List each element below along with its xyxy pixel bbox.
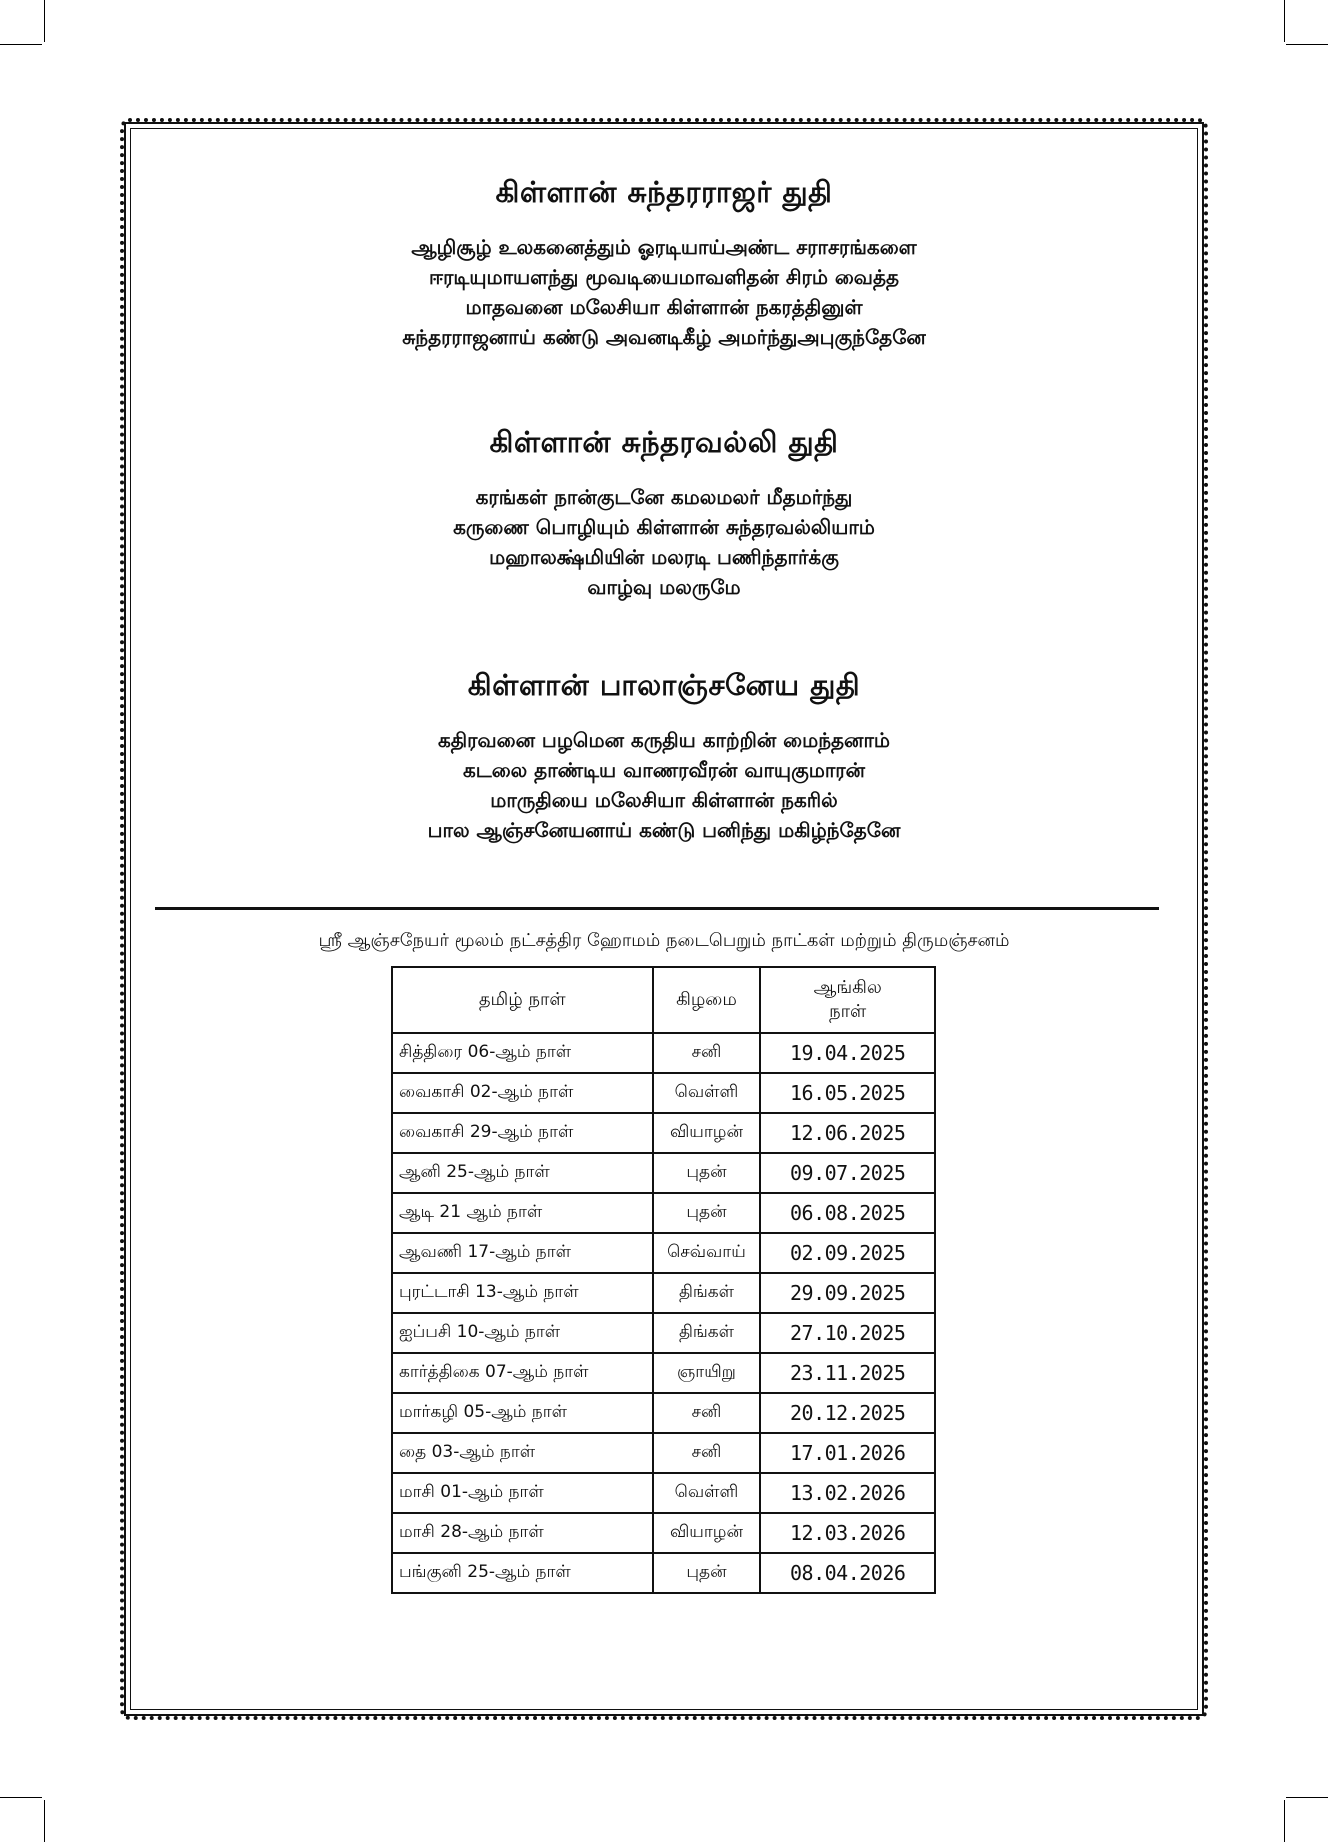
weekday-cell: சனி (653, 1393, 761, 1433)
verse-line: ஈரடியுமாயளந்து மூவடியைமாவளிதன் சிரம் வைத்த (428, 265, 899, 289)
crop-mark (1284, 1800, 1285, 1842)
verse-line: பால ஆஞ்சனேயனாய் கண்டு பனிந்து மகிழ்ந்தேனே (427, 818, 901, 842)
verse-line: மஹாலக்ஷ்மியின் மலரடி பணிந்தார்க்கு (489, 545, 839, 569)
date-cell: 09.07.2025 (760, 1153, 935, 1193)
date-cell: 20.12.2025 (760, 1393, 935, 1433)
date-cell: 12.06.2025 (760, 1113, 935, 1153)
tamil-day-cell: வைகாசி 29-ஆம் நாள் (392, 1113, 653, 1153)
verse-line: கரங்கள் நான்குடனே கமலமலர் மீதமர்ந்து (475, 485, 853, 509)
tamil-day-cell: மாசி 01-ஆம் நாள் (392, 1473, 653, 1513)
section-divider (155, 907, 1159, 910)
crop-mark (0, 1797, 42, 1798)
tamil-day-cell: கார்த்திகை 07-ஆம் நாள் (392, 1353, 653, 1393)
stanza-heading: கிள்ளான் பாலாஞ்சனேய துதி (467, 668, 861, 702)
date-cell: 27.10.2025 (760, 1313, 935, 1353)
column-header-english-date-line: நாள் (829, 1001, 867, 1022)
table-row (392, 1513, 935, 1553)
date-cell: 16.05.2025 (760, 1073, 935, 1113)
date-cell: 06.08.2025 (760, 1193, 935, 1233)
date-cell: 17.01.2026 (760, 1433, 935, 1473)
column-header-tamil-day: தமிழ் நாள் (392, 967, 653, 1033)
crop-mark (1284, 0, 1285, 42)
table-row (392, 1193, 935, 1233)
stanza-verse (140, 725, 1188, 845)
table-row (392, 1353, 935, 1393)
verse-line: வாழ்வு மலருமே (587, 575, 741, 599)
crop-mark (0, 44, 42, 45)
stanza-balanjaneya (140, 665, 1188, 845)
stanza-verse (140, 482, 1188, 602)
tamil-day-cell: மார்கழி 05-ஆம் நாள் (392, 1393, 653, 1433)
weekday-cell: வெள்ளி (653, 1473, 761, 1513)
table-caption: ஸ்ரீ ஆஞ்சநேயர் மூலம் நட்சத்திர ஹோமம் நடைபெறும் நாட்கள் மற்றும் திருமஞ்சனம் (318, 930, 1010, 951)
table-row (392, 1473, 935, 1513)
table-row (392, 1553, 935, 1593)
weekday-cell: திங்கள் (653, 1313, 761, 1353)
tamil-day-cell: ஆவணி 17-ஆம் நாள் (392, 1233, 653, 1273)
column-header-english-date (760, 967, 935, 1033)
verse-line: மாருதியை மலேசியா கிள்ளான் நகரில் (490, 788, 838, 812)
stanza-heading: கிள்ளான் சுந்தரராஜர் துதி (495, 175, 833, 209)
date-cell: 23.11.2025 (760, 1353, 935, 1393)
date-cell: 29.09.2025 (760, 1273, 935, 1313)
table-row (392, 1393, 935, 1433)
weekday-cell: சனி (653, 1033, 761, 1073)
tamil-day-cell: தை 03-ஆம் நாள் (392, 1433, 653, 1473)
table-row (392, 1313, 935, 1353)
weekday-cell: புதன் (653, 1553, 761, 1593)
tamil-day-cell: மாசி 28-ஆம் நாள் (392, 1513, 653, 1553)
stanza-verse (140, 232, 1188, 352)
date-cell: 02.09.2025 (760, 1233, 935, 1273)
date-cell: 08.04.2026 (760, 1553, 935, 1593)
verse-line: கடலை தாண்டிய வாணரவீரன் வாயுகுமாரன் (462, 758, 866, 782)
tamil-day-cell: புரட்டாசி 13-ஆம் நாள் (392, 1273, 653, 1313)
verse-line: ஆழிசூழ் உலகனைத்தும் ஓரடியாய்அண்ட சராசரங்களை (411, 235, 917, 259)
table-row (392, 1113, 935, 1153)
weekday-cell: சனி (653, 1433, 761, 1473)
table-row (392, 1433, 935, 1473)
tamil-day-cell: ஆடி 21 ஆம் நாள் (392, 1193, 653, 1233)
date-cell: 12.03.2026 (760, 1513, 935, 1553)
crop-mark (44, 0, 45, 42)
column-header-weekday: கிழமை (653, 967, 761, 1033)
weekday-cell: வியாழன் (653, 1513, 761, 1553)
verse-line: சுந்தரராஜனாய் கண்டு அவனடிகீழ் அமர்ந்துஅபுகுந்தேனே (402, 325, 926, 349)
verse-line: கருணை பொழியும் கிள்ளான் சுந்தரவல்லியாம் (453, 515, 875, 539)
stanza-sundaravalli (140, 422, 1188, 602)
tamil-day-cell: வைகாசி 02-ஆம் நாள் (392, 1073, 653, 1113)
crop-mark (1286, 44, 1328, 45)
weekday-cell: திங்கள் (653, 1273, 761, 1313)
tamil-day-cell: ஆனி 25-ஆம் நாள் (392, 1153, 653, 1193)
tamil-day-cell: பங்குனி 25-ஆம் நாள் (392, 1553, 653, 1593)
table-row (392, 1033, 935, 1073)
tamil-day-cell: ஐப்பசி 10-ஆம் நாள் (392, 1313, 653, 1353)
weekday-cell: செவ்வாய் (653, 1233, 761, 1273)
weekday-cell: வெள்ளி (653, 1073, 761, 1113)
table-row (392, 1273, 935, 1313)
stanza-heading: கிள்ளான் சுந்தரவல்லி துதி (489, 425, 839, 459)
weekday-cell: வியாழன் (653, 1113, 761, 1153)
tamil-day-cell: சித்திரை 06-ஆம் நாள் (392, 1033, 653, 1073)
crop-mark (1286, 1797, 1328, 1798)
homam-schedule-table (391, 966, 936, 1594)
table-row (392, 1233, 935, 1273)
weekday-cell: புதன் (653, 1153, 761, 1193)
table-row (392, 1153, 935, 1193)
table-row (392, 1073, 935, 1113)
date-cell: 13.02.2026 (760, 1473, 935, 1513)
date-cell: 19.04.2025 (760, 1033, 935, 1073)
verse-line: கதிரவனை பழமென கருதிய காற்றின் மைந்தனாம் (438, 728, 890, 752)
crop-mark (44, 1800, 45, 1842)
table-header-row (392, 967, 935, 1033)
column-header-english-date-line: ஆங்கில (813, 977, 882, 998)
stanza-sundararajar (140, 172, 1188, 352)
weekday-cell: ஞாயிறு (653, 1353, 761, 1393)
weekday-cell: புதன் (653, 1193, 761, 1233)
verse-line: மாதவனை மலேசியா கிள்ளான் நகரத்தினுள் (465, 295, 863, 319)
